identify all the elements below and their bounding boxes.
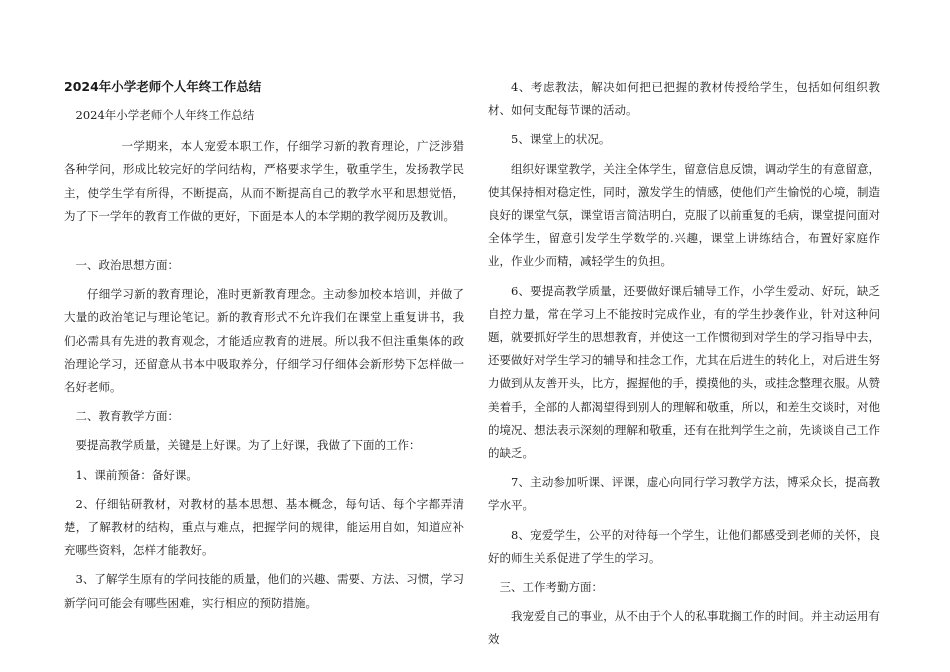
left-column xyxy=(64,76,464,621)
list-item-5: 5、课堂上的状况。 xyxy=(511,132,611,147)
list-item-1: 1、课前预备：备好课。 xyxy=(75,467,198,482)
paragraph-classroom: 组织好课堂教学，关注全体学生，留意信息反馈，调动学生的有意留意，使其保持相对稳定性，同时，激发学生的情感，使他们产生愉悦的心境，制造良好的课堂气氛，课堂语言简洁明白，克服了以前重复的毛病，课堂提问面对全体学生，留意引发学生学数学的.兴趣，课堂上讲练结合，布置好家庭作业，作业少而精，减轻学生的负担。 xyxy=(488,161,880,269)
section-heading-politics: 一、政治思想方面： xyxy=(75,258,179,273)
paragraph-teaching-intro: 要提高教学质量，关键是上好课。为了上好课，我做了下面的工作： xyxy=(75,438,421,453)
list-item-6: 6、要提高教学质量，还要做好课后辅导工作，小学生爱动、好玩，缺乏自控力量，常在学习上不能按时完成作业，有的学生抄袭作业，针对这种问题，就要抓好学生的思想教育，并使这一工作惯彻到对学生的学习指导中去，还要做好对学生学习的辅导和挂念工作，尤其在后进生的转化上，对后进生努力做到从友善开头，比方，握握他的手，摸摸他的头，或挂念整理衣服。从赞美着手，全部的人都渴望得到别人的理解和敬重，所以，和差生交谈时，对他的境况、想法表示深刻的理解和敬重，还有在批判学生之前，先谈谈自己工作的缺乏。 xyxy=(488,283,880,461)
list-item-8: 8、宠爱学生，公平的对待每一个学生，让他们都感受到老师的关怀，良好的师生关系促进了学生的学习。 xyxy=(488,527,880,565)
right-column xyxy=(488,76,880,658)
list-item-2: 2、仔细钻研教材，对教材的基本思想、基本概念，每句话、每个字都弄清楚，了解教材的结构，重点与难点，把握学问的规律，能运用自如，知道应补充哪些资料，怎样才能教好。 xyxy=(64,496,464,558)
list-item-4: 4、考虑教法，解决如何把已把握的教材传授给学生，包括如何组织教材、如何支配每节课的活动。 xyxy=(488,80,880,118)
document-title: 2024年小学老师个人年终工作总结 xyxy=(64,79,262,94)
section-heading-teaching: 二、教育教学方面： xyxy=(75,409,179,424)
list-item-3: 3、了解学生原有的学问技能的质量，他们的兴趣、需要、方法、习惯，学习新学问可能会有哪些困难，实行相应的预防措施。 xyxy=(64,572,464,610)
paragraph-politics: 仔细学习新的教育理论，准时更新教育理念。主动参加校本培训，并做了大量的政治笔记与理论笔记。新的教育形式不允许我们在课堂上重复讲书，我们必需具有先进的教育观念，才能适应教育的进展。所以我不但注重集体的政治理论学习，还留意从书本中吸取养分，仔细学习仔细体会新形势下怎样做一名好老师。 xyxy=(64,287,464,395)
document-subtitle: 2024年小学老师个人年终工作总结 xyxy=(75,108,255,122)
paragraph-attendance: 我宠爱自己的事业，从不由于个人的私事耽搁工作的时间。并主动运用有效 xyxy=(488,609,880,647)
paragraph-intro: 一学期来，本人宠爱本职工作，仔细学习新的教育理论，广泛涉猎各种学问，形成比较完好的学问结构，严格要求学生，敬重学生，发扬教学民主，使学生学有所得，不断提高，从而不断提高自己的教学水平和思想觉悟，为了下一学年的教育工作做的更好，下面是本人的本学期的教学阅历及教训。 xyxy=(64,139,464,223)
section-heading-attendance: 三、工作考勤方面： xyxy=(499,580,603,595)
list-item-7: 7、主动参加听课、评课，虚心向同行学习教学方法，博采众长，提高教学水平。 xyxy=(488,475,880,513)
